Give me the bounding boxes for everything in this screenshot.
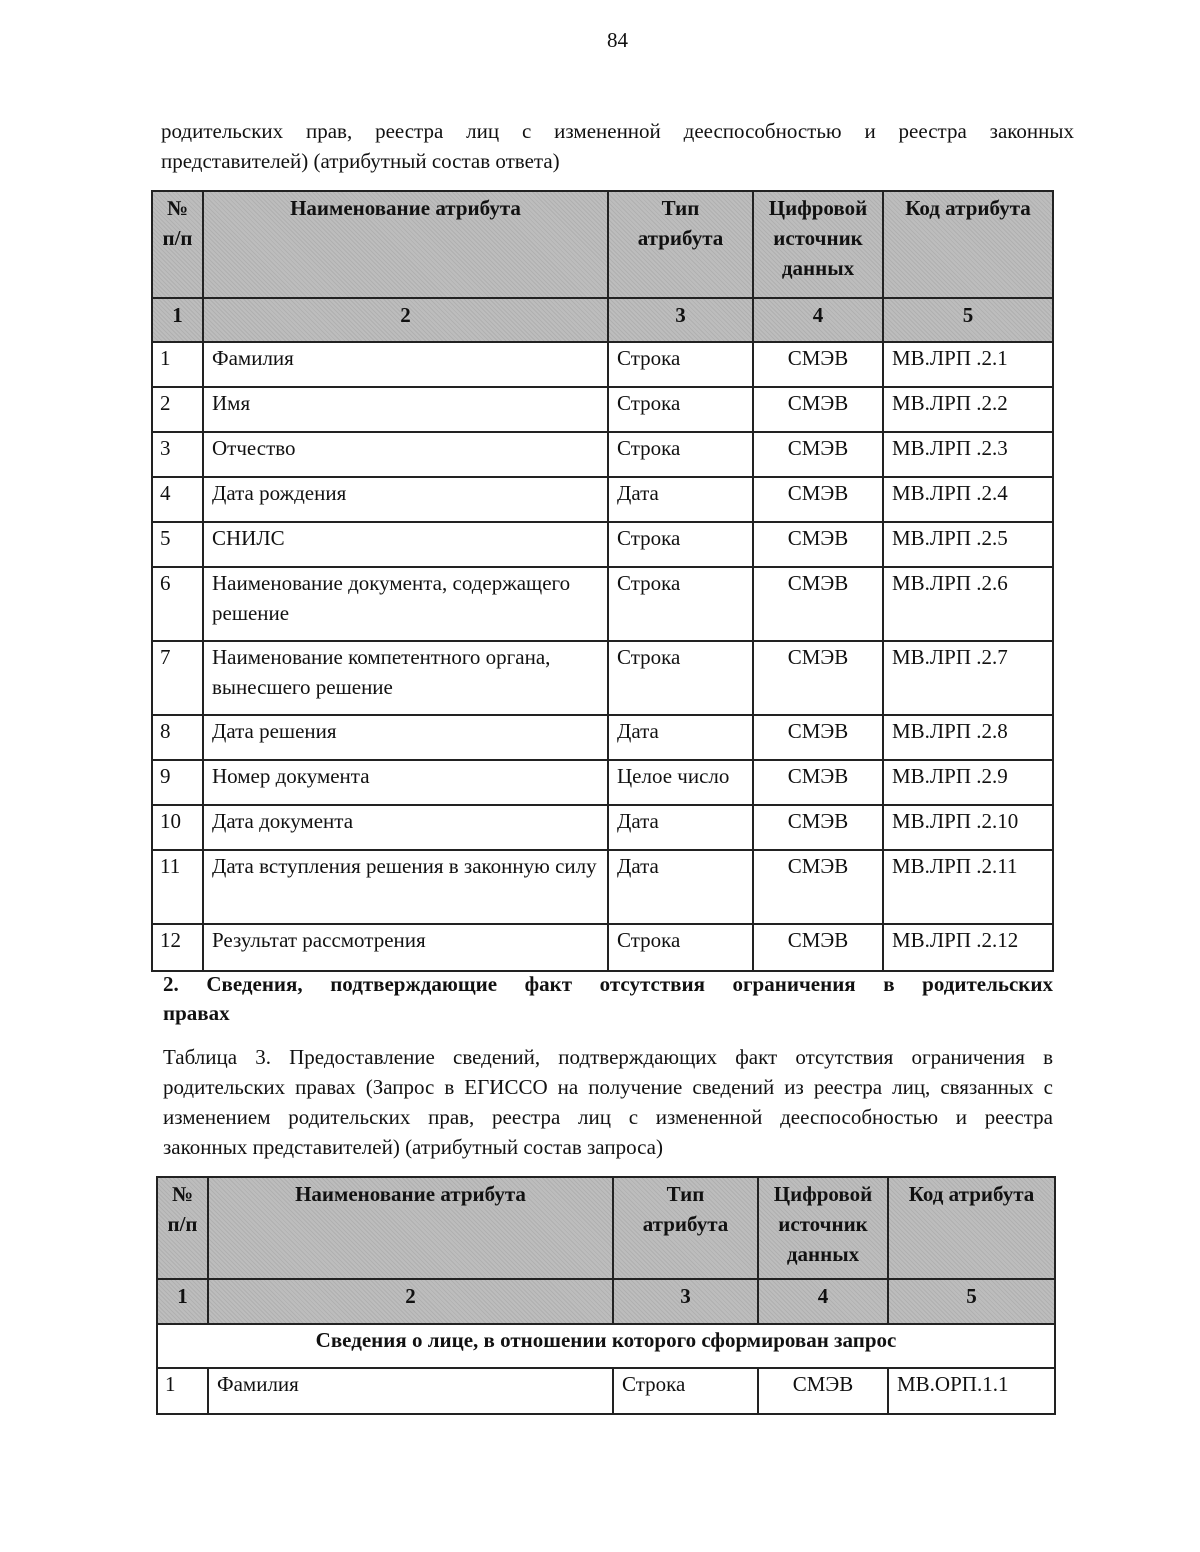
attribute-code-cell: МВ.ЛРП .2.6: [883, 567, 1053, 641]
subheader-cell: Сведения о лице, в отношении которого сформирован запрос: [157, 1324, 1055, 1368]
request-table-rows: [157, 1368, 1055, 1414]
attribute-type-cell: Строка: [608, 387, 753, 432]
attribute-type-cell: Строка: [608, 522, 753, 567]
attribute-code-cell: МВ.ЛРП .2.9: [883, 760, 1053, 805]
column-number: 3: [613, 1279, 758, 1324]
table-row: [152, 715, 1053, 760]
attribute-type-cell: Дата: [608, 715, 753, 760]
table-header-row: [152, 191, 1053, 298]
row-num-cell: 4: [152, 477, 203, 522]
header-name: Наименование атрибута: [203, 191, 608, 298]
request-attributes-table: [156, 1176, 1056, 1415]
column-number: 1: [152, 298, 203, 342]
row-num-cell: 3: [152, 432, 203, 477]
column-number: 2: [203, 298, 608, 342]
attribute-code-cell: МВ.ЛРП .2.1: [883, 342, 1053, 387]
attribute-code-cell: МВ.ЛРП .2.4: [883, 477, 1053, 522]
data-source-cell: СМЭВ: [753, 567, 883, 641]
data-source-cell: СМЭВ: [753, 342, 883, 387]
column-number: 4: [753, 298, 883, 342]
table-row: [152, 477, 1053, 522]
table-row: [152, 522, 1053, 567]
table-row: [152, 805, 1053, 850]
attribute-name-cell: Дата вступления решения в законную силу: [203, 850, 608, 924]
data-source-cell: СМЭВ: [753, 477, 883, 522]
text-line: законных представителей) (атрибутный состав запроса): [163, 1135, 663, 1159]
table-header-row: [157, 1177, 1055, 1279]
column-number: 5: [883, 298, 1053, 342]
header-code: Код атрибута: [883, 191, 1053, 298]
header-num: № п/п: [152, 191, 203, 298]
attribute-code-cell: МВ.ЛРП .2.8: [883, 715, 1053, 760]
column-number: 1: [157, 1279, 208, 1324]
attribute-type-cell: Строка: [608, 924, 753, 971]
row-num-cell: 2: [152, 387, 203, 432]
table-row: [152, 924, 1053, 971]
attribute-name-cell: Дата рождения: [203, 477, 608, 522]
header-code: Код атрибута: [888, 1177, 1055, 1279]
table-row: [152, 641, 1053, 715]
data-source-cell: СМЭВ: [753, 432, 883, 477]
attribute-name-cell: Наименование документа, содержащего решение: [203, 567, 608, 641]
data-source-cell: СМЭВ: [753, 850, 883, 924]
table-row: [152, 850, 1053, 924]
attribute-type-cell: Дата: [608, 805, 753, 850]
attribute-type-cell: Строка: [608, 342, 753, 387]
attribute-type-cell: Строка: [608, 567, 753, 641]
table-row: [152, 760, 1053, 805]
row-num-cell: 6: [152, 567, 203, 641]
data-source-cell: СМЭВ: [753, 522, 883, 567]
data-source-cell: СМЭВ: [753, 924, 883, 971]
attribute-name-cell: Фамилия: [203, 342, 608, 387]
attribute-code-cell: МВ.ЛРП .2.5: [883, 522, 1053, 567]
text-line: изменением родительских прав, реестра лиц с измененной дееспособностью и реестра: [163, 1105, 1053, 1129]
attribute-type-cell: Целое число: [608, 760, 753, 805]
row-num-cell: 11: [152, 850, 203, 924]
column-number: 5: [888, 1279, 1055, 1324]
header-type: Тип атрибута: [608, 191, 753, 298]
column-number-row: [157, 1279, 1055, 1324]
intro-paragraph: [161, 116, 1074, 176]
table-row: [152, 567, 1053, 641]
row-num-cell: 1: [152, 342, 203, 387]
attribute-code-cell: МВ.ОРП.1.1: [888, 1368, 1055, 1414]
row-num-cell: 12: [152, 924, 203, 971]
table-subheader-row: [157, 1324, 1055, 1368]
attribute-code-cell: МВ.ЛРП .2.11: [883, 850, 1053, 924]
attribute-type-cell: Дата: [608, 477, 753, 522]
attribute-name-cell: СНИЛС: [203, 522, 608, 567]
header-num: № п/п: [157, 1177, 208, 1279]
text-line: родительских правах (Запрос в ЕГИССО на получение сведений из реестра лиц, связанных с: [163, 1075, 1053, 1099]
attribute-name-cell: Номер документа: [203, 760, 608, 805]
table-row: [157, 1368, 1055, 1414]
request-table-body: [157, 1324, 1055, 1368]
row-num-cell: 7: [152, 641, 203, 715]
row-num-cell: 1: [157, 1368, 208, 1414]
attribute-name-cell: Дата документа: [203, 805, 608, 850]
column-number: 3: [608, 298, 753, 342]
table-row: [152, 342, 1053, 387]
attribute-code-cell: МВ.ЛРП .2.3: [883, 432, 1053, 477]
column-number: 2: [208, 1279, 613, 1324]
attribute-name-cell: Имя: [203, 387, 608, 432]
attribute-type-cell: Строка: [608, 432, 753, 477]
row-num-cell: 10: [152, 805, 203, 850]
column-number-row: [152, 298, 1053, 342]
attribute-type-cell: Строка: [608, 641, 753, 715]
row-num-cell: 9: [152, 760, 203, 805]
data-source-cell: СМЭВ: [753, 387, 883, 432]
table-row: [152, 432, 1053, 477]
text-line: 2. Сведения, подтверждающие факт отсутствия ограничения в родительских: [163, 972, 1053, 996]
text-line: родительских прав, реестра лиц с измененной дееспособностью и реестра законных: [161, 119, 1074, 143]
attribute-name-cell: Наименование компетентного органа, вынесшего решение: [203, 641, 608, 715]
row-num-cell: 8: [152, 715, 203, 760]
header-name: Наименование атрибута: [208, 1177, 613, 1279]
header-type: Тип атрибута: [613, 1177, 758, 1279]
column-number: 4: [758, 1279, 888, 1324]
attribute-code-cell: МВ.ЛРП .2.10: [883, 805, 1053, 850]
text-line: представителей) (атрибутный состав ответа): [161, 149, 560, 173]
attribute-name-cell: Результат рассмотрения: [203, 924, 608, 971]
table-3-caption: [163, 1042, 1053, 1162]
attribute-type-cell: Дата: [608, 850, 753, 924]
attribute-name-cell: Фамилия: [208, 1368, 613, 1414]
text-line: Таблица 3. Предоставление сведений, подтверждающих факт отсутствия ограничения в: [163, 1045, 1053, 1069]
data-source-cell: СМЭВ: [753, 715, 883, 760]
header-source: Цифровой источник данных: [758, 1177, 888, 1279]
attribute-code-cell: МВ.ЛРП .2.7: [883, 641, 1053, 715]
attribute-type-cell: Строка: [613, 1368, 758, 1414]
row-num-cell: 5: [152, 522, 203, 567]
table-row: [152, 387, 1053, 432]
header-source: Цифровой источник данных: [753, 191, 883, 298]
response-attributes-table: [151, 190, 1054, 972]
attribute-name-cell: Отчество: [203, 432, 608, 477]
section-heading: [163, 970, 1053, 1028]
page-number: 84: [607, 28, 628, 52]
attribute-code-cell: МВ.ЛРП .2.2: [883, 387, 1053, 432]
attribute-code-cell: МВ.ЛРП .2.12: [883, 924, 1053, 971]
data-source-cell: СМЭВ: [753, 760, 883, 805]
data-source-cell: СМЭВ: [753, 641, 883, 715]
response-table-body: [152, 342, 1053, 971]
text-line: правах: [163, 1001, 230, 1025]
data-source-cell: СМЭВ: [753, 805, 883, 850]
data-source-cell: СМЭВ: [758, 1368, 888, 1414]
attribute-name-cell: Дата решения: [203, 715, 608, 760]
